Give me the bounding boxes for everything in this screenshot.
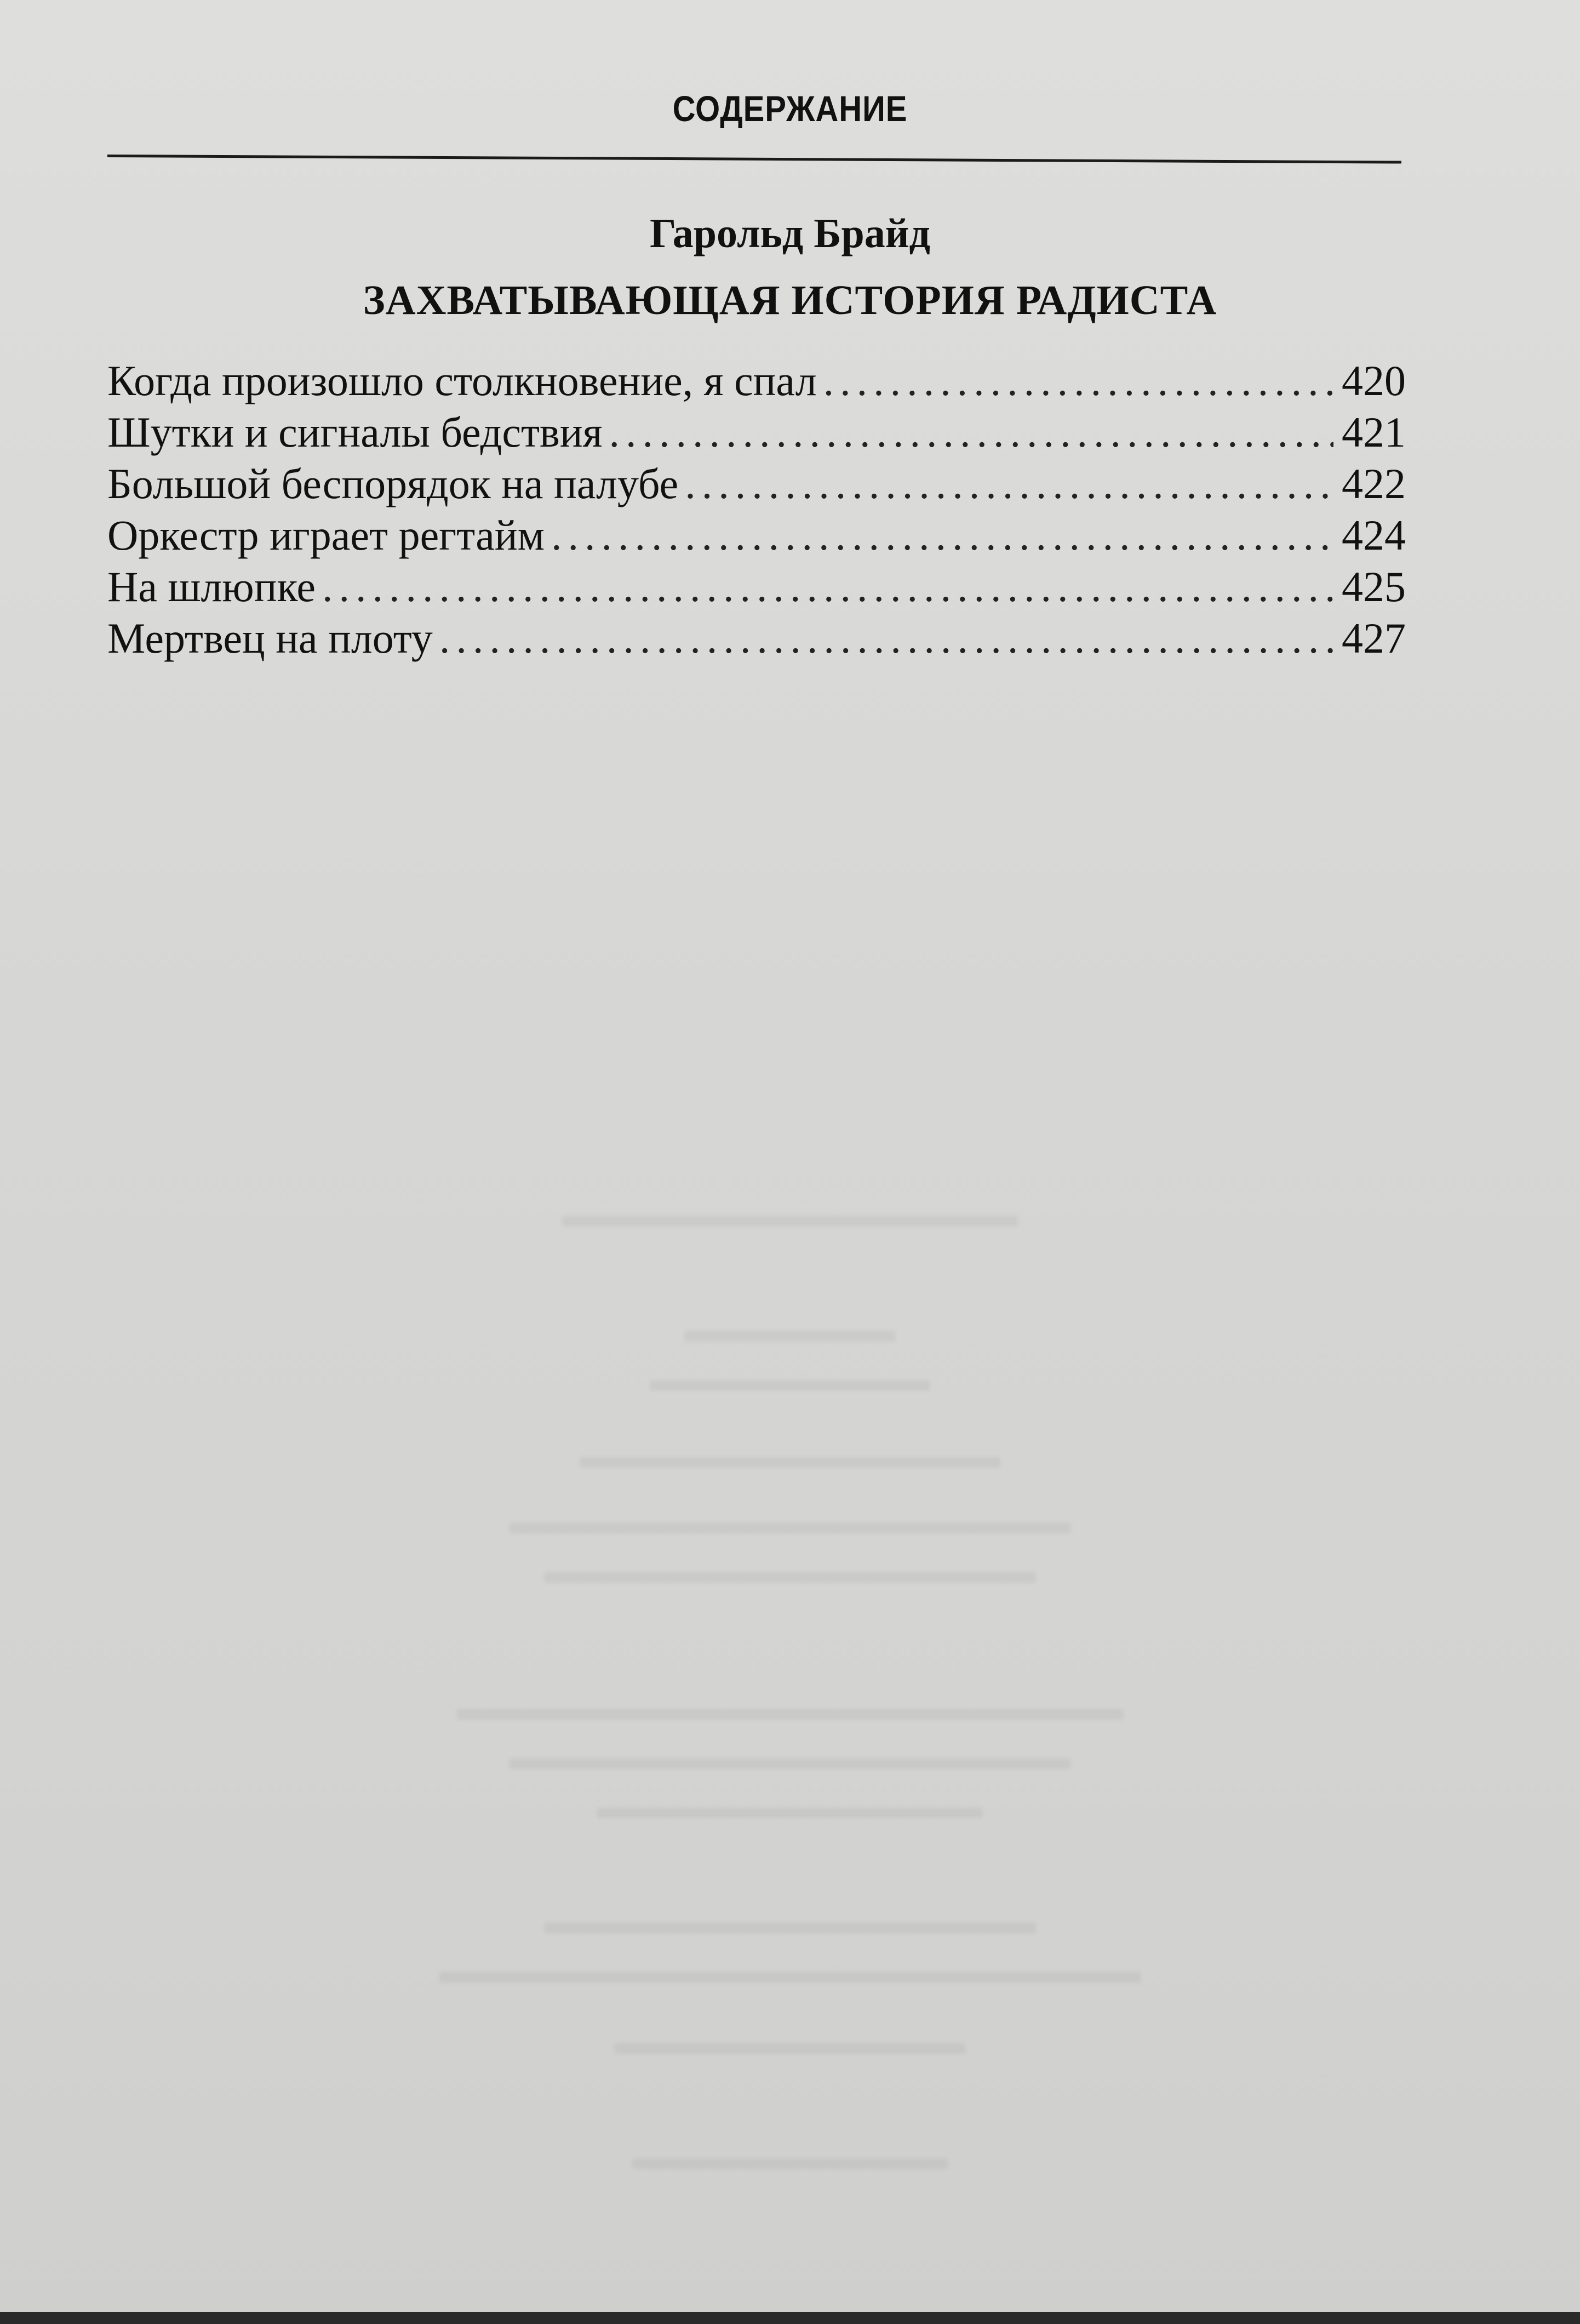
toc-leader-dots	[439, 613, 1333, 664]
toc-entry-title: Шутки и сигналы бедствия	[107, 408, 603, 456]
toc-entry	[107, 510, 1406, 561]
toc-entry-title: Оркестр играет регтайм	[107, 511, 545, 559]
running-head: СОДЕРЖАНИЕ	[672, 88, 908, 129]
toc-entry	[107, 458, 1406, 510]
show-through-block: ▬▬▬▬▬▬▬▬▬▬▬▬▬▬▬▬	[510, 1502, 1070, 1541]
author-name: Гарольд Брайд	[650, 210, 930, 256]
toc-entry-page: 424	[1342, 511, 1406, 559]
show-through-block: ▬▬▬▬▬▬▬▬▬▬▬▬▬	[562, 1195, 1018, 1234]
toc-entry	[107, 561, 1406, 613]
toc-entry	[107, 613, 1406, 664]
toc-entry-page: 421	[1342, 408, 1406, 456]
show-through-block: ▬▬▬▬▬▬▬▬▬▬▬▬▬▬▬▬▬▬▬▬	[439, 1951, 1141, 1990]
toc-leader-dots	[551, 510, 1333, 561]
toc-entry-title: Мертвец на плоту	[107, 614, 433, 662]
toc-entry-page: 427	[1342, 614, 1406, 662]
show-through-block: ▬▬▬▬▬▬▬▬▬	[632, 2138, 948, 2177]
toc-entry-title: Когда произошло столкновение, я спал	[107, 357, 817, 404]
bottom-edge-strip	[0, 2312, 1580, 2324]
toc-entry-title: Большой беспорядок на палубе	[107, 460, 679, 507]
show-through-block: ▬▬▬▬▬▬▬▬▬▬▬▬▬▬	[545, 1902, 1035, 1941]
header-rule	[107, 155, 1401, 164]
toc-leader-dots	[823, 355, 1333, 407]
toc-leader-dots	[685, 458, 1333, 510]
show-through-block: ▬▬▬▬▬▬▬▬▬▬▬▬	[580, 1436, 1000, 1475]
toc-leader-dots	[322, 561, 1333, 613]
toc-entry-title: На шлюпке	[107, 563, 316, 610]
section-title: ЗАХВАТЫВАЮЩАЯ ИСТОРИЯ РАДИСТА	[363, 277, 1217, 323]
show-through-block: ▬▬▬▬▬▬▬▬	[650, 1360, 930, 1398]
show-through-block: ▬▬▬▬▬▬▬▬▬▬▬▬▬▬▬▬	[510, 1738, 1070, 1777]
show-through-block: ▬▬▬▬▬▬	[685, 1310, 895, 1349]
show-through-block: ▬▬▬▬▬▬▬▬▬▬▬	[597, 1787, 983, 1826]
table-of-contents	[107, 355, 1406, 664]
show-through-block: ▬▬▬▬▬▬▬▬▬▬▬▬▬▬▬▬▬▬▬	[457, 1688, 1123, 1727]
toc-entry-page: 420	[1342, 357, 1406, 404]
toc-entry-page: 425	[1342, 563, 1406, 610]
show-through-block: ▬▬▬▬▬▬▬▬▬▬▬▬▬▬	[545, 1551, 1035, 1590]
toc-entry	[107, 355, 1406, 407]
toc-entry-page: 422	[1342, 460, 1406, 507]
toc-entry	[107, 407, 1406, 458]
show-through-block: ▬▬▬▬▬▬▬▬▬▬	[615, 2023, 965, 2062]
toc-leader-dots	[609, 407, 1333, 458]
